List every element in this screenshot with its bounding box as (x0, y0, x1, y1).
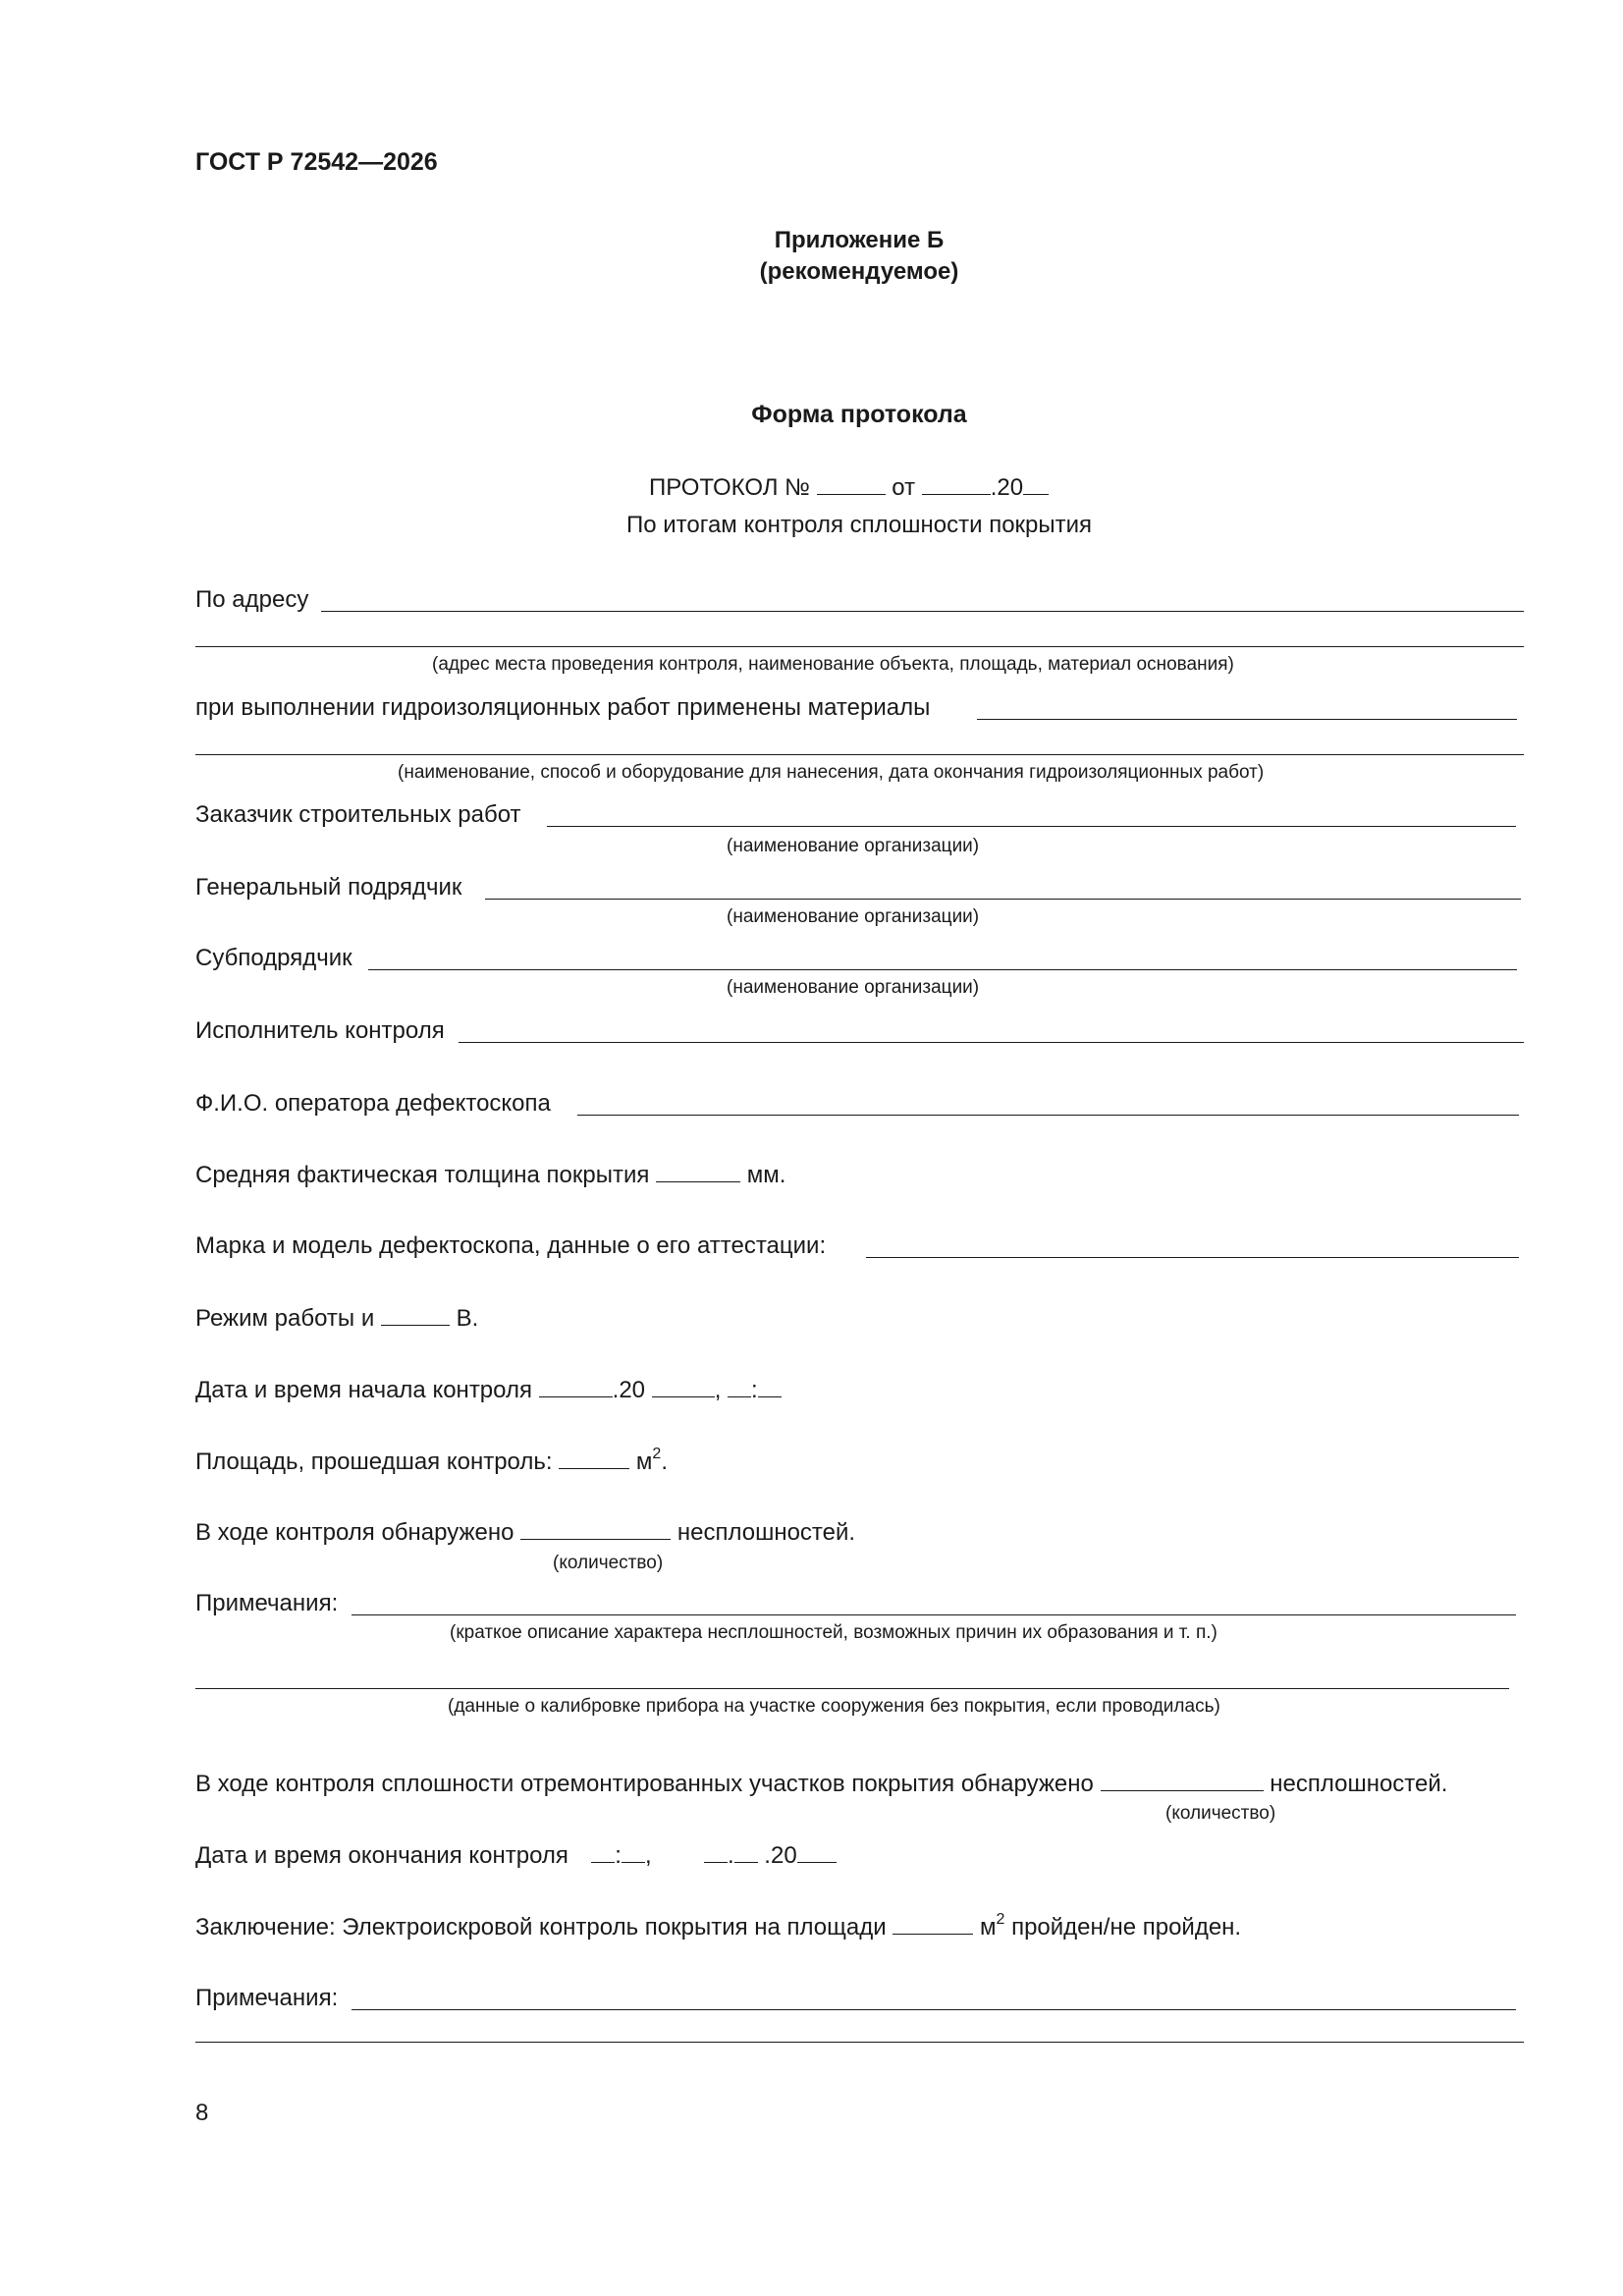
start-comma: , (714, 1377, 722, 1403)
address-hint: (адрес места проведения контроля, наименование объекта, площадь, материал основания) (432, 654, 1234, 675)
notes2-field-line-2[interactable] (195, 2042, 1524, 2043)
calibration-hint: (данные о калибровке прибора на участке сооружения без покрытия, если проводилась) (448, 1696, 1220, 1717)
start-line (195, 1375, 782, 1405)
conclusion-unit-exponent: 2 (996, 1911, 1005, 1928)
general-contractor-hint: (наименование организации) (727, 906, 980, 927)
general-contractor-field[interactable] (485, 899, 1521, 900)
appendix-status: (рекомендуемое) (759, 258, 959, 285)
end-comma: , (644, 1842, 652, 1869)
document-code: ГОСТ Р 72542—2026 (195, 148, 438, 176)
protocol-from-label: от (892, 474, 916, 501)
protocol-date-field[interactable] (922, 472, 991, 495)
found-label: В ходе контроля обнаружено (195, 1519, 514, 1546)
start-label: Дата и время начала контроля (195, 1377, 532, 1403)
area-label: Площадь, прошедшая контроль: (195, 1449, 553, 1475)
area-unit: м (635, 1449, 653, 1475)
thickness-field[interactable] (656, 1160, 740, 1182)
start-hour-field[interactable] (728, 1375, 751, 1397)
end-day-field[interactable] (704, 1840, 728, 1863)
subcontractor-field[interactable] (368, 969, 1517, 970)
end-label: Дата и время окончания контроля (195, 1842, 568, 1869)
protocol-label: ПРОТОКОЛ № (649, 474, 810, 501)
customer-label: Заказчик строительных работ (195, 801, 521, 828)
area-line (195, 1447, 668, 1477)
materials-field[interactable] (977, 719, 1517, 720)
appendix-title: Приложение Б (774, 227, 945, 253)
found-count-field[interactable] (520, 1517, 671, 1540)
conclusion-area-field[interactable] (893, 1912, 973, 1935)
calibration-field[interactable] (195, 1688, 1509, 1689)
conclusion-label: Заключение: Электроискровой контроль покрытия на площади (195, 1914, 887, 1941)
materials-field-line-2[interactable] (195, 754, 1524, 755)
end-colon: : (615, 1842, 622, 1869)
end-minute-field[interactable] (622, 1840, 645, 1863)
customer-field[interactable] (547, 826, 1516, 827)
subcontractor-label: Субподрядчик (195, 945, 352, 971)
repaired-hint: (количество) (1165, 1803, 1276, 1824)
page-number: 8 (195, 2100, 209, 2126)
protocol-year-field[interactable] (1023, 472, 1049, 495)
address-label: По адресу (195, 586, 309, 613)
thickness-unit: мм. (746, 1162, 786, 1188)
found-hint: (количество) (553, 1553, 664, 1573)
mode-unit: В. (456, 1305, 479, 1332)
device-label: Марка и модель дефектоскопа, данные о его аттестации: (195, 1232, 827, 1259)
protocol-year-prefix: .20 (990, 474, 1024, 501)
mode-voltage-field[interactable] (381, 1303, 450, 1326)
general-contractor-label: Генеральный подрядчик (195, 874, 462, 901)
conclusion-result: пройден/не пройден. (1011, 1914, 1242, 1941)
thickness-line (195, 1160, 785, 1190)
repaired-label: В ходе контроля сплошности отремонтированных участков покрытия обнаружено (195, 1771, 1094, 1797)
subcontractor-hint: (наименование организации) (727, 977, 980, 998)
protocol-number-field[interactable] (817, 472, 886, 495)
end-dot: . (727, 1842, 734, 1869)
end-year-prefix: .20 (764, 1842, 797, 1869)
protocol-line (649, 472, 1049, 503)
notes-label: Примечания: (195, 1590, 339, 1616)
area-field[interactable] (559, 1447, 629, 1469)
repaired-suffix: несплошностей. (1270, 1771, 1448, 1797)
repaired-line (195, 1769, 1447, 1799)
inspector-field[interactable] (459, 1042, 1524, 1043)
inspector-label: Исполнитель контроля (195, 1017, 445, 1044)
address-field[interactable] (321, 611, 1524, 612)
conclusion-line (195, 1912, 1241, 1942)
thickness-label: Средняя фактическая толщина покрытия (195, 1162, 650, 1188)
notes2-label: Примечания: (195, 1985, 339, 2011)
address-field-line-2[interactable] (195, 646, 1524, 647)
found-line (195, 1517, 855, 1548)
area-unit-exponent: 2 (652, 1446, 662, 1462)
notes-field[interactable] (352, 1614, 1516, 1615)
end-line (195, 1840, 837, 1871)
start-colon: : (751, 1377, 758, 1403)
protocol-subtitle: По итогам контроля сплошности покрытия (625, 512, 1093, 538)
repaired-count-field[interactable] (1101, 1769, 1264, 1791)
notes-hint: (краткое описание характера несплошностей, возможных причин их образования и т. п.) (450, 1622, 1217, 1643)
end-month-field[interactable] (734, 1840, 758, 1863)
end-hour-field[interactable] (591, 1840, 615, 1863)
customer-hint: (наименование организации) (727, 836, 980, 856)
operator-label: Ф.И.О. оператора дефектоскопа (195, 1090, 551, 1117)
mode-label: Режим работы и (195, 1305, 375, 1332)
mode-line (195, 1303, 478, 1334)
operator-field[interactable] (577, 1115, 1519, 1116)
notes2-field[interactable] (352, 2009, 1516, 2010)
conclusion-unit: м (980, 1914, 997, 1941)
start-minute-field[interactable] (758, 1375, 782, 1397)
start-year-prefix: .20 (612, 1377, 646, 1403)
end-year-field[interactable] (797, 1840, 837, 1863)
form-title: Форма протокола (751, 401, 967, 428)
materials-hint: (наименование, способ и оборудование для нанесения, дата окончания гидроизоляционных работ) (398, 762, 1265, 783)
device-field[interactable] (866, 1257, 1519, 1258)
materials-label: при выполнении гидроизоляционных работ применены материалы (195, 694, 931, 721)
found-suffix: несплошностей. (676, 1519, 856, 1546)
start-date-field[interactable] (539, 1375, 613, 1397)
area-period: . (661, 1449, 668, 1475)
start-year-field[interactable] (652, 1375, 715, 1397)
